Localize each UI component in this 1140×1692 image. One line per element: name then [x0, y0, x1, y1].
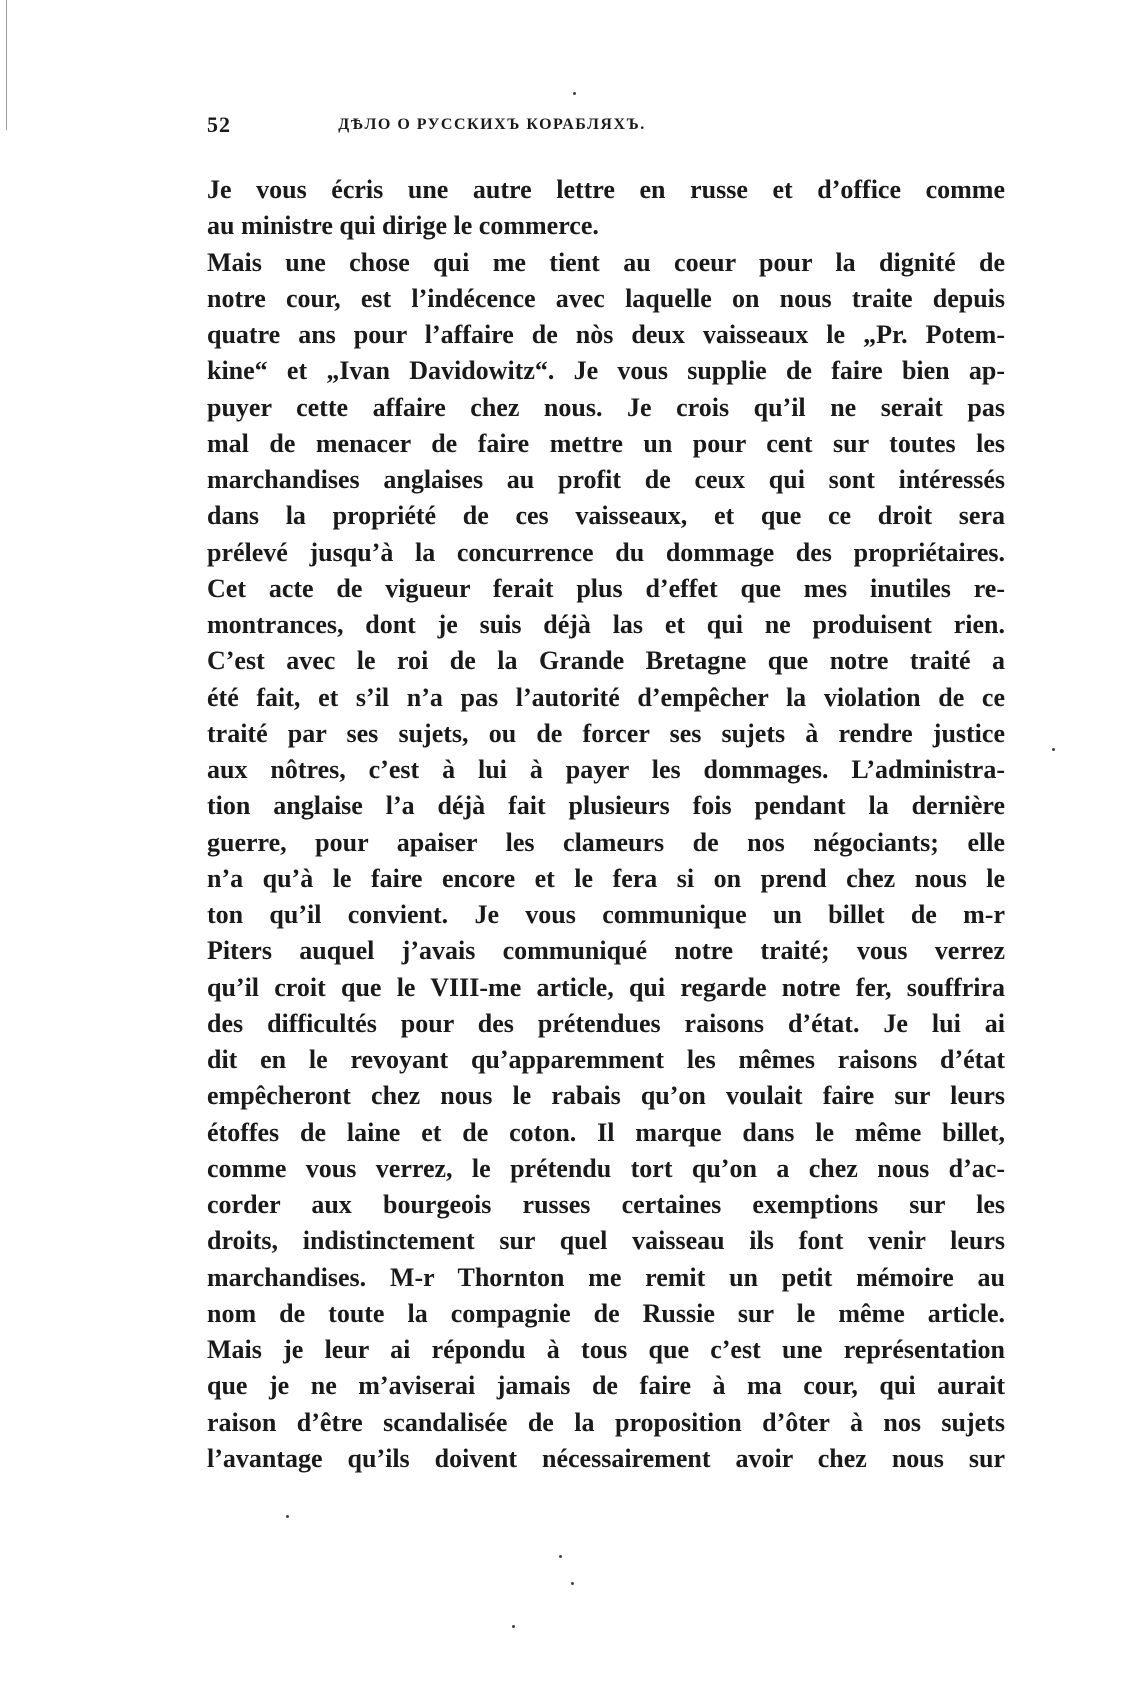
text-line: guerre, pour apaiser les clameurs de nos négociants; elle — [207, 827, 1005, 857]
text-line: tion anglaise l’a déjà fait plusieurs fois pendant la dernière — [207, 791, 1005, 821]
text-line: étoffes de laine et de coton. Il marque dans le même billet, — [207, 1117, 1005, 1147]
text-line: puyer cette affaire chez nous. Je crois qu’il ne serait pas — [207, 392, 1005, 422]
text-line: nom de toute la compagnie de Russie sur le même article. — [207, 1298, 1005, 1328]
scan-speck — [571, 1582, 574, 1585]
text-line: montrances, dont je suis déjà las et qui ne produisent rien. — [207, 610, 1005, 639]
text-line: Piters auquel j’avais communiqué notre traité; vous verrez — [207, 936, 1005, 966]
text-line: dans la propriété de ces vaisseaux, et que ce droit sera — [207, 501, 1005, 531]
scan-speck — [286, 1515, 289, 1518]
page-header — [207, 112, 777, 142]
text-line: kine“ et „Ivan Davidowitz“. Je vous supplie de faire bien ap- — [207, 356, 1005, 386]
text-line: que je ne m’aviserai jamais de faire à ma cour, qui aurait — [207, 1371, 1005, 1401]
text-line: mal de menacer de faire mettre un pour cent sur toutes les — [207, 428, 1005, 458]
text-line: au ministre qui dirige le commerce. — [207, 211, 599, 241]
text-line: marchandises. M-r Thornton me remit un petit mémoire au — [207, 1262, 1005, 1292]
text-line: Mais une chose qui me tient au coeur pour la dignité de — [207, 247, 1005, 277]
text-line: notre cour, est l’indécence avec laquelle on nous traite depuis — [207, 283, 1005, 313]
scan-speck — [573, 92, 576, 95]
page-number: 52 — [207, 112, 231, 137]
text-line: des difficultés pour des prétendues raisons d’état. Je lui ai — [207, 1008, 1005, 1038]
text-line: quatre ans pour l’affaire de nòs deux vaisseaux le „Pr. Potem- — [207, 320, 1005, 349]
text-line: raison d’être scandalisée de la proposition d’ôter à nos sujets — [207, 1407, 1005, 1437]
text-line: prélevé jusqu’à la concurrence du dommage des propriétaires. — [207, 537, 1005, 567]
scan-speck — [1052, 748, 1055, 751]
text-line: marchandises anglaises au profit de ceux qui sont intéressés — [207, 465, 1005, 494]
text-line: droits, indistinctement sur quel vaisseau ils font venir leurs — [207, 1226, 1005, 1256]
text-line: qu’il croit que le VIII-me article, qui regarde notre fer, souffrira — [207, 972, 1005, 1002]
scan-edge-line — [6, 0, 7, 130]
body-text — [207, 172, 1005, 1477]
text-line: n’a qu’à le faire encore et le fera si on prend chez nous le — [207, 863, 1005, 893]
text-line: C’est avec le roi de la Grande Bretagne que notre traité a — [207, 646, 1005, 676]
running-head: ДѢЛО О РУССКИХЪ КОРАБЛЯХЪ. — [338, 116, 646, 133]
text-line: dit en le revoyant qu’apparemment les mêmes raisons d’état — [207, 1045, 1005, 1074]
scan-speck — [559, 1555, 562, 1558]
text-line: ton qu’il convient. Je vous communique un billet de m-r — [207, 900, 1005, 929]
scan-speck — [512, 1625, 515, 1628]
text-line: Cet acte de vigueur ferait plus d’effet que mes inutiles re- — [207, 573, 1005, 603]
text-line: Je vous écris une autre lettre en russe et d’office comme — [207, 175, 1005, 204]
text-line: l’avantage qu’ils doivent nécessairement avoir chez nous sur — [207, 1443, 1005, 1473]
text-line: empêcheront chez nous le rabais qu’on voulait faire sur leurs — [207, 1081, 1005, 1111]
text-line: aux nôtres, c’est à lui à payer les dommages. L’administra- — [207, 755, 1005, 784]
text-line: été fait, et s’il n’a pas l’autorité d’empêcher la violation de ce — [207, 682, 1005, 712]
text-line: corder aux bourgeois russes certaines exemptions sur les — [207, 1190, 1005, 1219]
text-line: comme vous verrez, le prétendu tort qu’on a chez nous d’ac- — [207, 1153, 1005, 1183]
text-line: Mais je leur ai répondu à tous que c’est une représentation — [207, 1335, 1005, 1364]
text-line: traité par ses sujets, ou de forcer ses sujets à rendre justice — [207, 718, 1005, 748]
